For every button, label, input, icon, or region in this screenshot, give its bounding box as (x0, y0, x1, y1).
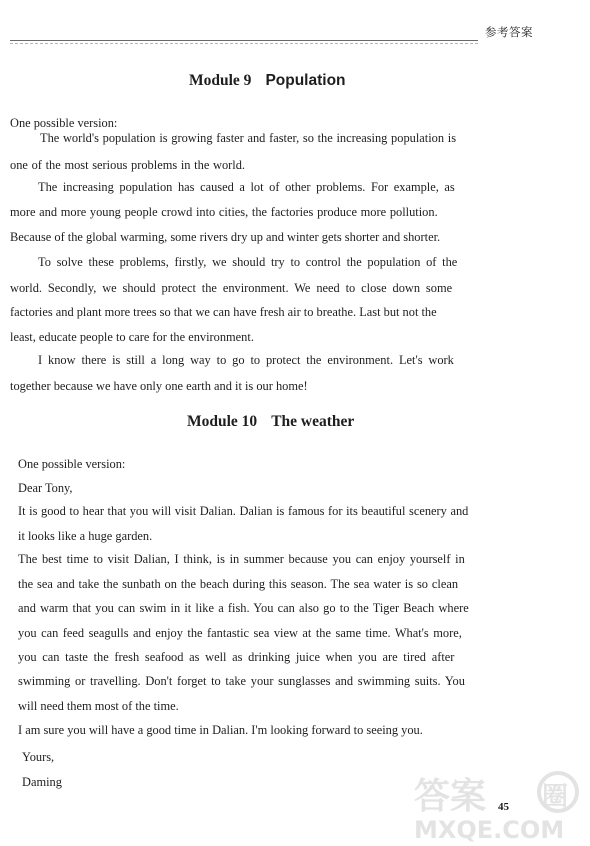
svg-text:答案: 答案 (414, 776, 487, 817)
module10-line: Dear Tony, (18, 481, 73, 495)
module9-title: Population (265, 72, 346, 89)
module9-heading (189, 72, 346, 90)
module10-line: One possible version: (18, 457, 126, 471)
module10-line: it looks like a huge garden. (18, 529, 153, 543)
module10-heading (187, 413, 354, 431)
module9-line: factories and plant more trees so that we can have fresh air to breathe. Last but not the (10, 305, 437, 319)
header-rule (10, 40, 478, 41)
module10-number: Module 10 (187, 413, 258, 430)
module10-line: Yours, (22, 750, 55, 764)
module9-line: Because of the global warming, some rivers dry up and winter gets shorter and shorter. (10, 230, 441, 244)
module9-line: together because we have only one earth and it is our home! (10, 379, 308, 393)
module10-line: The best time to visit Dalian, I think, is in summer because you can enjoy yourself in (18, 552, 465, 566)
module10-line: will need them most of the time. (18, 699, 179, 713)
module9-line: The world's population is growing faster and faster, so the increasing population is (40, 131, 457, 145)
module10-line: you can taste the fresh seafood as well as drinking juice when you are tired after (18, 650, 455, 664)
module9-line: least, educate people to care for the environment. (10, 330, 254, 344)
module9-number: Module 9 (189, 72, 252, 89)
page-number: 45 (498, 801, 509, 813)
module10-line: swimming or travelling. Don't forget to take your sunglasses and swimming suits. You (18, 674, 465, 688)
module10-title: The weather (271, 413, 355, 430)
module9-line: one of the most serious problems in the world. (10, 158, 246, 172)
module9-line: more and more young people crowd into cities, the factories produce more pollution. (10, 205, 438, 219)
svg-text:圈: 圈 (542, 782, 569, 812)
module9-line: I know there is still a long way to go to protect the environment. Let's work (38, 353, 454, 367)
module9-line: One possible version: (10, 116, 118, 130)
module10-line: the sea and take the sunbath on the beach during this season. The sea water is so clean (18, 577, 459, 591)
module9-line: The increasing population has caused a lot of other problems. For example, as (38, 180, 455, 194)
module10-line: and warm that you can swim in it like a fish. You can also go to the Tiger Beach where (18, 601, 469, 615)
module10-line: Daming (22, 775, 62, 789)
svg-text:MXQE.COM: MXQE.COM (414, 816, 565, 842)
header-rule-dashed (10, 43, 478, 44)
module9-line: world. Secondly, we should protect the environment. We need to close down some (10, 281, 453, 295)
module10-line: I am sure you will have a good time in Dalian. I'm looking forward to seeing you. (18, 723, 423, 737)
module9-line: To solve these problems, firstly, we should try to control the population of the (38, 255, 458, 269)
module10-line: It is good to hear that you will visit Dalian. Dalian is famous for its beautiful scenery and (18, 504, 469, 518)
module10-line: you can feed seagulls and enjoy the fantastic sea view at the same time. What's more, (18, 626, 462, 640)
header-label: 参考答案 (485, 25, 533, 39)
